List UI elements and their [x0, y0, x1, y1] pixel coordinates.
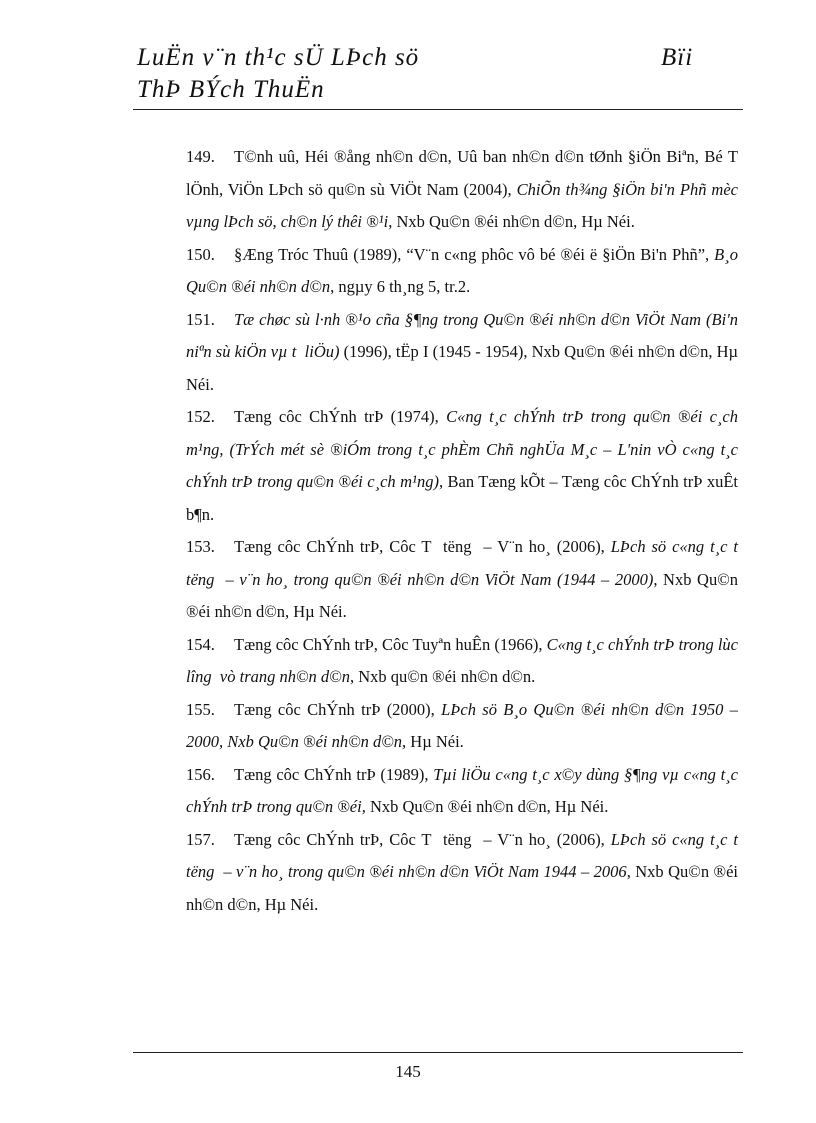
- reference-text: Tæng côc ChÝnh trÞ (2000),: [234, 699, 442, 719]
- reference-text: , ngµy 6 th¸ng 5, tr.2.: [330, 277, 471, 296]
- reference-entry: [186, 694, 743, 759]
- reference-text: Tæng côc ChÝnh trÞ, Côc Tuyªn huÊn (1966),: [234, 634, 547, 654]
- header-divider: [133, 109, 743, 110]
- reference-text: (1996), tËp I (1945 - 1954), Nxb Qu©n ®éi nh©n d©n, Hµ Néi.: [186, 342, 743, 394]
- reference-title: LÞch sö c«ng t¸c t tëng – v¨n ho¸ trong qu©n ®éi nh©n d©n ViÖt Nam (1944 – 2000): [186, 537, 747, 589]
- reference-entry: [186, 531, 747, 629]
- reference-text: Tæng côc ChÝnh trÞ (1989),: [234, 764, 434, 784]
- reference-text: , Ban Tæng kÕt – Tæng côc ChÝnh trÞ xuÊt b¶n.: [186, 472, 743, 524]
- footer-divider: [133, 1052, 743, 1053]
- reference-list: [186, 141, 747, 921]
- reference-number: 154.: [186, 634, 215, 654]
- reference-title: LÞch sö B¸o Qu©n ®éi nh©n d©n 1950 – 2000, Nxb Qu©n ®éi nh©n d©n,: [186, 699, 743, 751]
- reference-title: C«ng t¸c chÝnh trÞ trong qu©n ®éi c¸ch m¹ng, (TrÝch mét sè ®iÓm trong t¸c phÈm Chñ nghÜa M¸c – L'nin vÒ c«ng t¸c chÝnh trÞ trong qu©n ®éi c¸ch m¹ng): [186, 407, 743, 491]
- reference-title: LÞch sö c«ng t¸c t tëng – v¨n ho¸ trong qu©n ®éi nh©n d©n ViÖt Nam 1944 – 2006: [186, 829, 747, 881]
- reference-title: ChiÕn th¾ng §iÖn bi'n Phñ mèc vµng lÞch sö, ch©n lý thêi ®¹i: [186, 179, 743, 231]
- reference-entry: [186, 141, 743, 239]
- reference-text: , Nxb Qu©n ®éi nh©n d©n, Hµ Néi.: [186, 862, 743, 914]
- reference-number: 153.: [186, 537, 215, 556]
- reference-text: Tæng côc ChÝnh trÞ, Côc T tëng – V¨n ho¸ (2006),: [234, 537, 611, 556]
- reference-title: Tæ chøc sù l·nh ®¹o cña §¶ng trong Qu©n ®éi nh©n d©n ViÖt Nam (Bi'n niªn sù kiÖn vµ t liÖu): [186, 309, 743, 361]
- reference-number: 149.: [186, 147, 215, 166]
- reference-number: 156.: [186, 764, 215, 784]
- reference-text: Hµ Néi.: [406, 732, 464, 751]
- reference-number: 155.: [186, 699, 215, 719]
- reference-title: B¸o Qu©n ®éi nh©n d©n: [186, 244, 743, 296]
- reference-text: T©nh uû, Héi ®ång nh©n d©n, Uû ban nh©n d©n tØnh §iÖn Biªn, Bé T lÖnh, ViÖn LÞch sö qu©n sù ViÖt Nam (2004),: [186, 147, 743, 199]
- header-title: LuËn v¨n th¹c sÜ LÞch sö: [137, 44, 420, 71]
- reference-text: , Nxb Qu©n ®éi nh©n d©n, Hµ Néi.: [388, 212, 635, 231]
- reference-text: , Nxb qu©n ®éi nh©n d©n.: [349, 667, 536, 686]
- reference-number: 150.: [186, 244, 215, 264]
- reference-entry: [186, 629, 743, 694]
- reference-number: 152.: [186, 407, 215, 426]
- reference-title: C«ng t¸c chÝnh trÞ trong lùc lîng vò trang nh©n d©n: [186, 634, 743, 686]
- reference-entry: [186, 401, 743, 531]
- reference-text: §Æng Tróc Thuû (1989), “V¨n c«ng phôc vô bé ®éi ë §iÖn Bi'n Phñ”,: [234, 244, 715, 264]
- reference-title: Tµi liÖu c«ng t¸c x©y dùng §¶ng vµ c«ng t¸c chÝnh trÞ trong qu©n ®éi,: [186, 764, 743, 816]
- running-header: [133, 40, 743, 110]
- page-number: 145: [395, 1062, 421, 1081]
- reference-entry: [186, 824, 747, 922]
- header-author: Bïi: [661, 44, 694, 71]
- reference-number: 157.: [186, 829, 215, 849]
- reference-entry: [186, 239, 743, 304]
- reference-number: 151.: [186, 309, 215, 329]
- reference-text: Nxb Qu©n ®éi nh©n d©n, Hµ Néi.: [365, 797, 609, 816]
- reference-text: , Nxb Qu©n ®éi nh©n d©n, Hµ Néi.: [186, 569, 743, 621]
- reference-entry: [186, 304, 743, 402]
- header-author-continued: ThÞ BÝch ThuËn: [137, 76, 325, 103]
- reference-text: Tæng côc ChÝnh trÞ (1974),: [234, 407, 447, 426]
- reference-text: Tæng côc ChÝnh trÞ, Côc T tëng – V¨n ho¸ (2006),: [234, 829, 611, 849]
- reference-entry: [186, 759, 743, 824]
